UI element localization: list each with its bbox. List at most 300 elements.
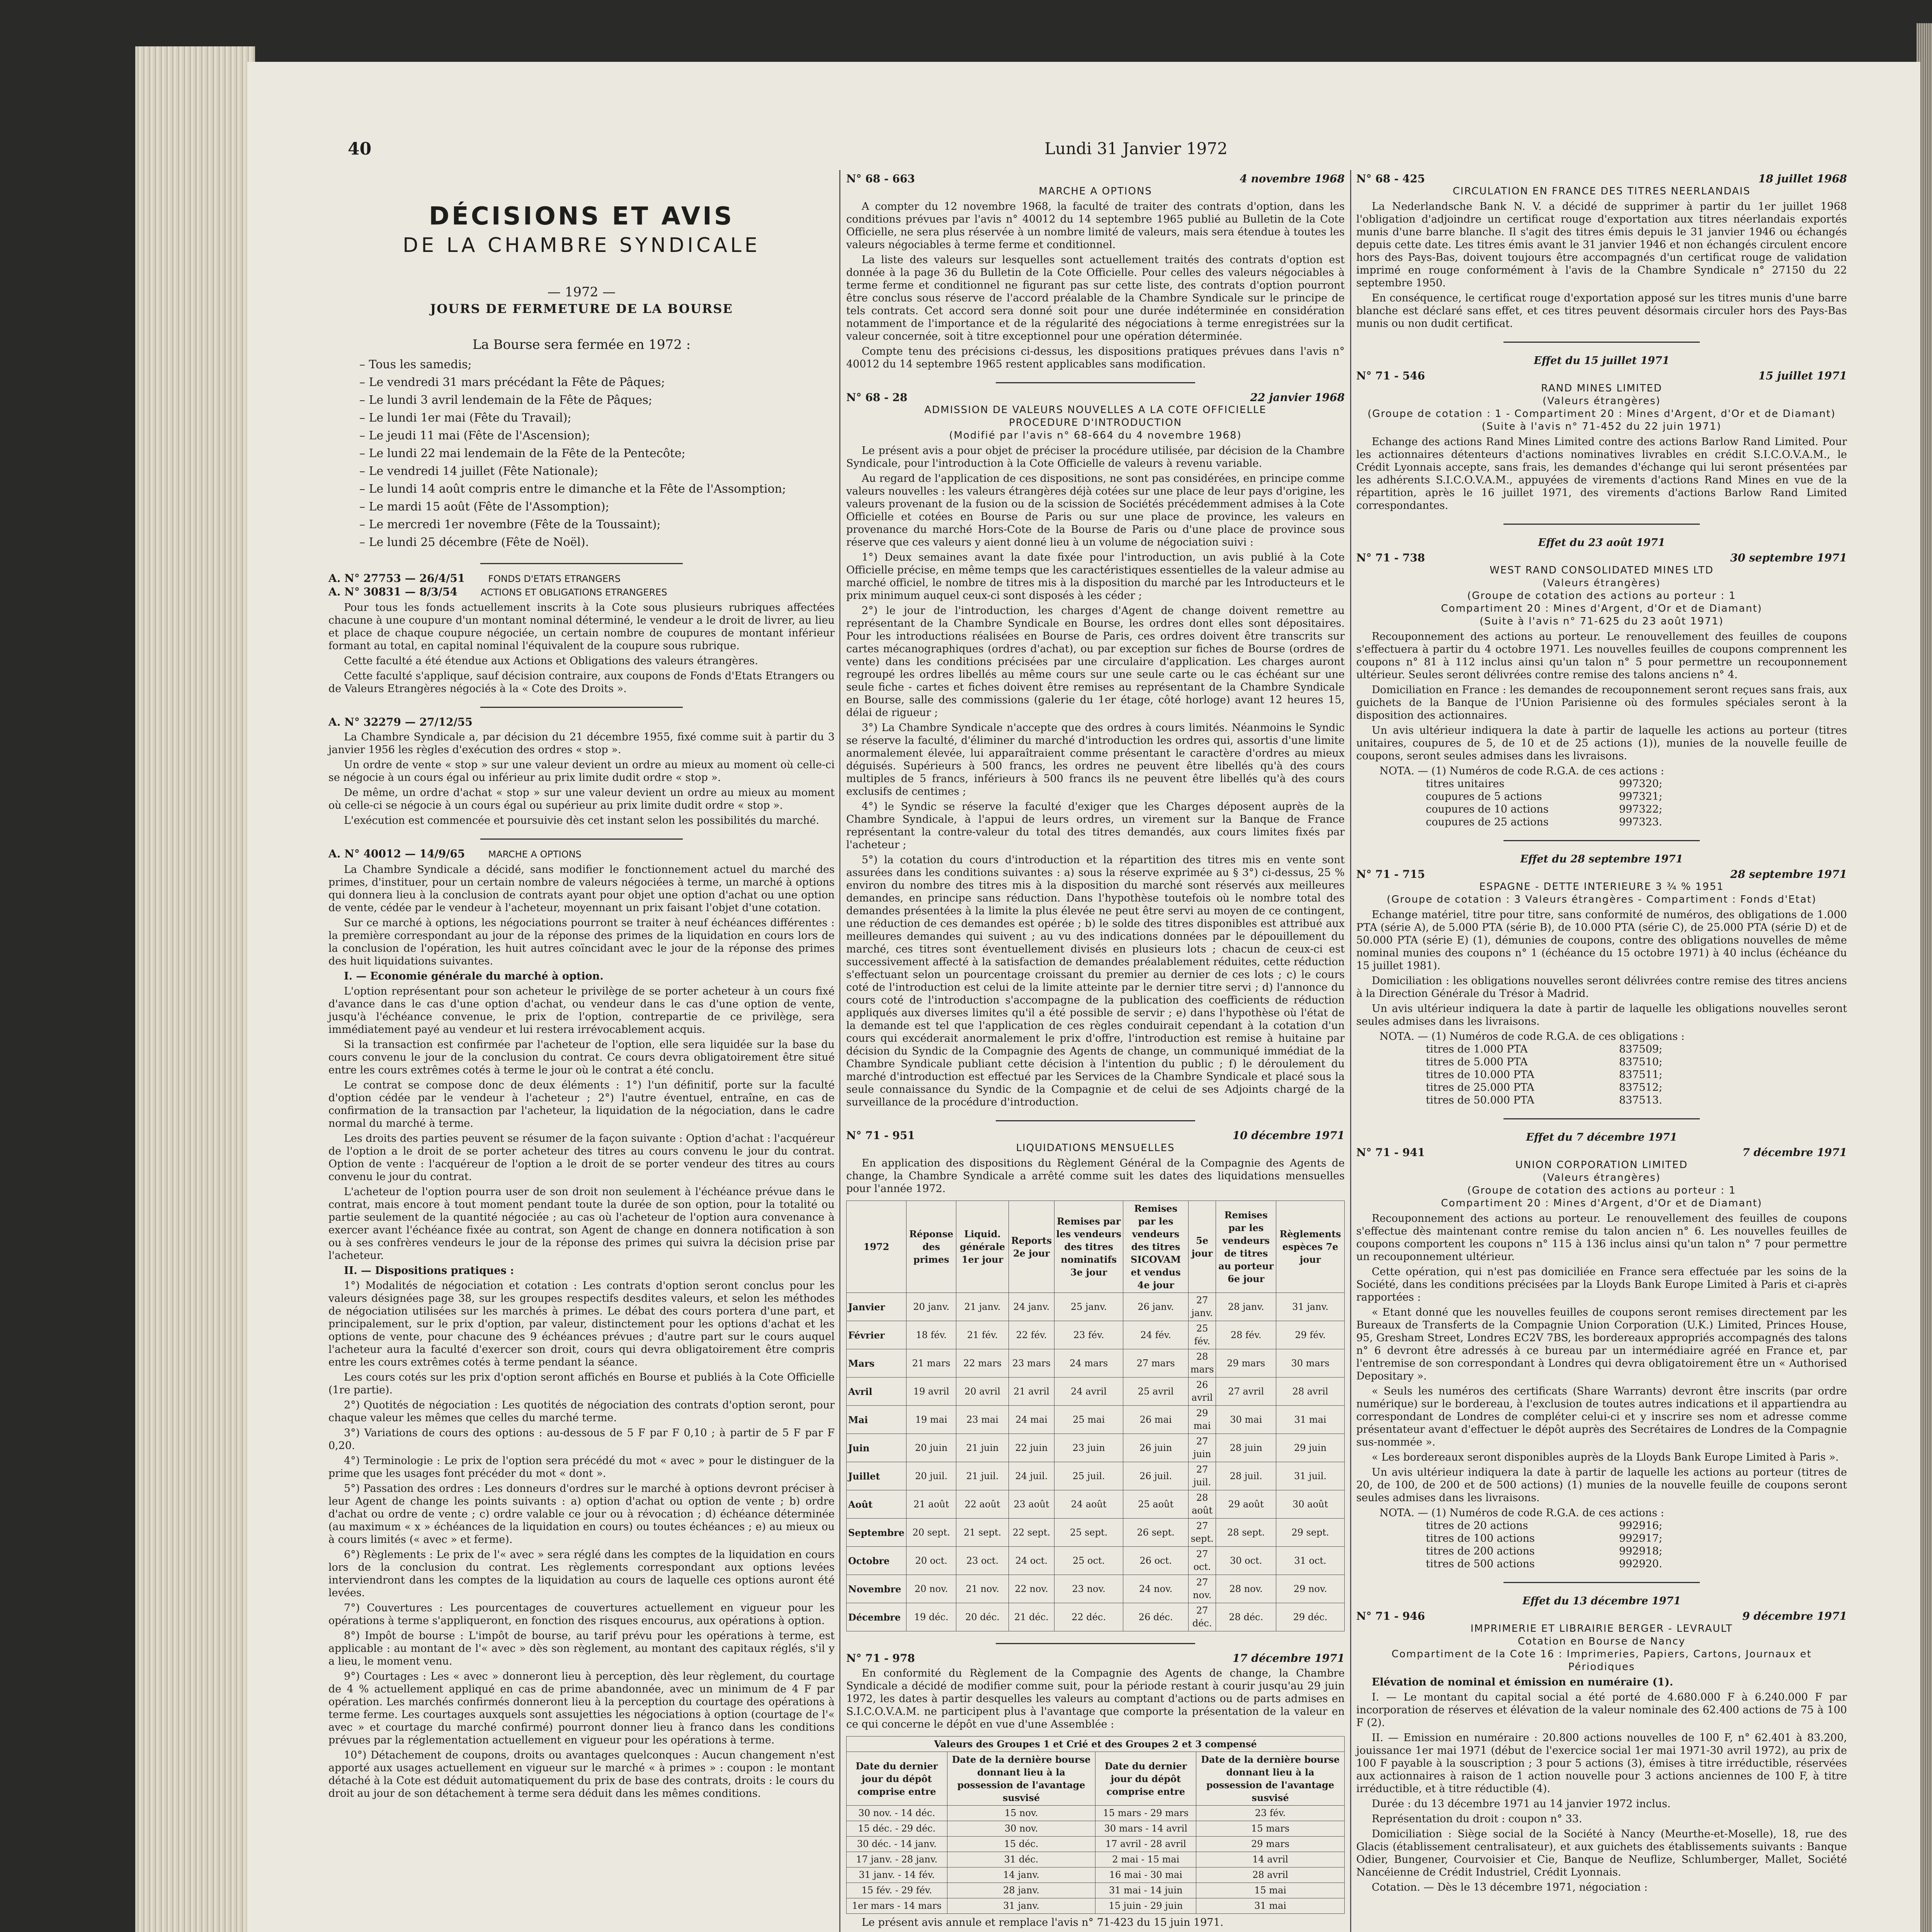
- table-row: [847, 1575, 1345, 1603]
- page-number: 40: [348, 139, 372, 159]
- table-cell: 29 fév.: [1276, 1321, 1345, 1349]
- section-heading: I. — Economie générale du marché à option.: [344, 970, 604, 982]
- table-row: [847, 1852, 1345, 1867]
- notice-title: ESPAGNE - DETTE INTERIEURE 3 ¾ % 1951: [1479, 881, 1724, 893]
- table-cell: 18 fév.: [906, 1321, 956, 1349]
- table-cell: 25 mai: [1054, 1406, 1123, 1434]
- year-heading: — 1972 —: [547, 284, 616, 300]
- table-cell: 28 août: [1188, 1490, 1216, 1519]
- table-cell: 28 déc.: [1216, 1603, 1276, 1631]
- table-cell: Décembre: [847, 1603, 906, 1631]
- table-cell: 24 fév.: [1123, 1321, 1189, 1349]
- table-cell: 23 mai: [956, 1406, 1009, 1434]
- table-cell: 30 mars - 14 avril: [1095, 1821, 1196, 1837]
- code-label: titres de 100 actions: [1426, 1532, 1535, 1544]
- table-cell: 24 juil.: [1009, 1462, 1054, 1490]
- paragraph: La Chambre Syndicale a, par décision du 21 décembre 1955, fixé comme suit à partir du 3 janvier 1956 les règles d'exécution des ordres « stop ».: [328, 731, 835, 756]
- code-value: 837509;: [1619, 1043, 1663, 1055]
- avis-ref: A. N° 27753 — 26/4/51: [328, 572, 465, 585]
- table-cell: 1er mars - 14 mars: [847, 1898, 947, 1914]
- column-header: Reports 2e jour: [1009, 1201, 1054, 1293]
- table-cell: 29 juin: [1276, 1434, 1345, 1462]
- table-cell: 26 juin: [1123, 1434, 1189, 1462]
- paragraph: 10°) Détachement de coupons, droits ou avantages quelconques : Aucun changement n'est apporté aux usages actuellement en vigueur sur le marché « à primes » : coupon : le montant détaché à la Cote est déduit automatiquement du prix de base des contrats, droits : le cours du droit au jour de son détachement à terme sera déduit dans les mêmes conditions.: [328, 1749, 835, 1799]
- table-cell: 25 juil.: [1054, 1462, 1123, 1490]
- paragraph: Représentation du droit : coupon n° 33.: [1372, 1813, 1582, 1825]
- code-list: [1426, 1043, 1696, 1107]
- notice-date: 15 juillet 1971: [1758, 369, 1847, 382]
- notice-heading: [1356, 1610, 1847, 1622]
- notice-subtitle: (Groupe de cotation des actions au porteur : 1: [1467, 1185, 1736, 1196]
- table-cell: 15 fév. - 29 fév.: [847, 1883, 947, 1898]
- notice-subtitle: (Suite à l'avis n° 71-625 du 23 août 1971): [1480, 616, 1724, 627]
- table-cell: 25 janv.: [1054, 1293, 1123, 1321]
- table-row: [847, 1293, 1345, 1321]
- notice-title: IMPRIMERIE ET LIBRAIRIE BERGER - LEVRAULT: [1470, 1623, 1733, 1634]
- notice-heading: [1356, 868, 1847, 881]
- table-cell: 15 mai: [1196, 1883, 1345, 1898]
- table-cell: 31 janv. - 14 fév.: [847, 1867, 947, 1883]
- paragraph: L'acheteur de l'option pourra user de son droit non seulement à l'échéance prévue dans le contrat, mais encore à tout moment pendant toute la durée de son option, pour la totalité ou partie seulement de la quantité négociée ; au cas où l'acheteur de l'option aura convenance à exercer avant l'échéance fixée au contrat, son Agent de change en donnera notification à son ou à ses confrères vendeurs le jour de la réponse des primes qui suivra la décision prise par l'acheteur.: [328, 1186, 835, 1262]
- notice-ref: N° 71 - 546: [1356, 369, 1425, 382]
- paragraph: Cette faculté s'applique, sauf décision contraire, aux coupons de Fonds d'Etats Etrangers ou de Valeurs Etrangères négociés à la « Cote des Droits ».: [328, 670, 835, 695]
- paragraph: Un ordre de vente « stop » sur une valeur devient un ordre au mieux au moment où celle-ci se négocie à un cours égal ou inférieur au prix limite dudit ordre « stop ».: [328, 759, 835, 784]
- table-row: [847, 1821, 1345, 1837]
- effective-date: Effet du 28 septembre 1971: [1520, 853, 1683, 865]
- paragraph: L'exécution est commencée et poursuivie dès cet instant selon les possibilités du marché.: [344, 815, 820, 827]
- table-cell: 20 avril: [956, 1378, 1009, 1406]
- table-cell: 28 sept.: [1216, 1519, 1276, 1547]
- notice-heading: [1356, 551, 1847, 564]
- table-cell: 31 janv.: [947, 1898, 1095, 1914]
- paragraph: Domiciliation : les obligations nouvelles seront délivrées contre remise des titres anciens à la Direction Générale du Trésor à Madrid.: [1356, 975, 1847, 1000]
- table-cell: 21 avril: [1009, 1378, 1054, 1406]
- paragraph: Echange des actions Rand Mines Limited contre des actions Barlow Rand Limited. Pour les actionnaires détenteurs d'actions nominatives livrables en crédit S.I.C.O.V.A.M., le Crédit Lyonnais accepte, sans frais, les demandes d'échange qui lui seront présentées par les adhérents S.I.C.O.V.A.M., appuyées de virements d'actions Rand Mines en vue de la répartition, après le 16 juillet 1971, des virements d'actions Barlow Rand Limited correspondantes.: [1356, 436, 1847, 512]
- list-item: – Le mercredi 1er novembre (Fête de la Toussaint);: [359, 518, 661, 531]
- code-label: titres unitaires: [1426, 778, 1505, 790]
- paragraph: « Etant donné que les nouvelles feuilles de coupons seront remises directement par les Bureaux de Transferts de la Compagnie Union Corporation (U.K.) Limited, Princes House, 95, Gresham Street, Londres EC2V 7BS, les bordereaux appropriés accompagnés des talons n° 6 devront être adressés à ce bureau par un intermédiaire agréé en France et, par l'entremise de son correspondant à Londres qui devra obligatoirement être un « Authorised Depositary ».: [1356, 1306, 1847, 1382]
- table-cell: 21 fév.: [956, 1321, 1009, 1349]
- paragraph: Compte tenu des précisions ci-dessus, les dispositions pratiques prévues dans l'avis n° 40012 du 14 septembre 1965 restent applicables sans modification.: [846, 345, 1345, 370]
- paragraph: Pour tous les fonds actuellement inscrits à la Cote sous plusieurs rubriques affectées chacune à une coupure d'un montant nominal déterminé, le vendeur a le droit de livrer, au lieu et place de chaque coupure négociée, un certain nombre de coupures de montant inférieur formant au total, en capital nominal l'équivalent de la coupure sous rubrique.: [328, 602, 835, 652]
- paragraph: 6°) Règlements : Le prix de l'« avec » sera réglé dans les comptes de la liquidation en cours lors de la conclusion du contrat. Les règlements correspondant aux options levées interviendront dans les comptes de la liquidation au cours de laquelle ces options auront été levées.: [328, 1549, 835, 1599]
- code-value: 992917;: [1619, 1532, 1663, 1544]
- book-binding: [135, 46, 255, 1932]
- table-cell: 22 mars: [956, 1349, 1009, 1378]
- paragraph: 2°) le jour de l'introduction, les charges d'Agent de change doivent remettre au représentant de la Chambre Syndicale en Bourse, les ordres dont elles sont dépositaires. Pour les introductions réalisées en Bourse de Paris, ces ordres doivent être transcrits sur cartes mécanographiques (ordres d'achat), ou par exception sur fiches de Bourse (ordres de vente) dans les conditions précisées par une circulaire d'application. Les charges auront regroupé les ordres libellés au même cours sur une seule carte ou le cas échéant sur une seule fiche - cartes et fiches doivent être remises au représentant de la Chambre Syndicale en Bourse, salle des commissions (galerie du 1er étage, côté horloge) avant 12 heures 15, délai de rigueur ;: [846, 605, 1345, 719]
- code-label: titres de 25.000 PTA: [1426, 1082, 1534, 1094]
- effective-date: Effet du 13 décembre 1971: [1522, 1595, 1681, 1607]
- code-list: [1426, 1519, 1696, 1570]
- table-cell: 27 nov.: [1188, 1575, 1216, 1603]
- table-cell: 15 mars: [1196, 1821, 1345, 1837]
- table-row: [847, 1490, 1345, 1519]
- table-cell: 29 août: [1216, 1490, 1276, 1519]
- table-cell: 22 nov.: [1009, 1575, 1054, 1603]
- table-cell: 20 déc.: [956, 1603, 1009, 1631]
- table-cell: 21 juin: [956, 1434, 1009, 1462]
- notice-heading: [1356, 172, 1847, 185]
- paragraph: La liste des valeurs sur lesquelles sont actuellement traités des contrats d'option est donnée à la page 36 du Bulletin de la Cote Officielle. Pour celles des valeurs négociables à terme ferme et conditionnel ne figurant pas sur cette liste, des contrats d'option pourront être conclus sous réserve de l'accord préalable de la Chambre Syndicale sur le principe de tels contrats. Cet accord sera donné soit pour une durée indéterminée en considération notamment de l'importance et de la régularité des négociations à terme enregistrées sur la valeur concernée, soit à titre exceptionnel pour une opération déterminée.: [846, 254, 1345, 342]
- divider: [480, 707, 683, 708]
- table-cell: 22 sept.: [1009, 1519, 1054, 1547]
- table-cell: Novembre: [847, 1575, 906, 1603]
- table-cell: Octobre: [847, 1547, 906, 1575]
- table-cell: 30 déc. - 14 janv.: [847, 1837, 947, 1852]
- paragraph: 1°) Modalités de négociation et cotation : Les contrats d'option seront conclus pour les valeurs désignées page 38, sur les groupes respectifs desdites valeurs, et selon les méthodes de négociation utilisées sur les marchés à primes. Le débat des cours portera d'une part, et principalement, sur le prix d'option, par valeur, distinctement pour les options d'achat et les options de vente, pour chacune des 9 échéances prévues ; d'autre part sur le cours auquel l'acheteur aura la faculté d'exercer son droit, cours qui devra obligatoirement être compris entre les cours extrêmes cotés à terme pendant la séance.: [328, 1280, 835, 1368]
- record-dates-table: [846, 1736, 1345, 1914]
- notice-title: UNION CORPORATION LIMITED: [1515, 1159, 1688, 1171]
- table-cell: 31 janv.: [1276, 1293, 1345, 1321]
- table-cell: 28 mars: [1188, 1349, 1216, 1378]
- table-cell: 27 juin: [1188, 1434, 1216, 1462]
- table-cell: 27 avril: [1216, 1378, 1276, 1406]
- notice-subtitle: (Groupe de cotation : 3 Valeurs étrangères - Compartiment : Fonds d'Etat): [1386, 894, 1817, 905]
- column-right: [1356, 170, 1847, 1896]
- table-cell: 19 mai: [906, 1406, 956, 1434]
- code-value: 992920.: [1619, 1558, 1662, 1570]
- table-cell: 27 mars: [1123, 1349, 1189, 1378]
- table-cell: 24 mai: [1009, 1406, 1054, 1434]
- column-header: Règlements espèces 7e jour: [1276, 1201, 1345, 1293]
- notice-heading: [846, 172, 1345, 185]
- table-cell: 23 fév.: [1054, 1321, 1123, 1349]
- notice-subtitle: Compartiment 20 : Mines d'Argent, d'Or et de Diamant): [1441, 1197, 1762, 1209]
- paragraph: En conséquence, le certificat rouge d'exportation apposé sur les titres munis d'une barre blanche est déclaré sans effet, et ces titres peuvent désormais circuler hors des Pays-Bas munis ou non dudit certificat.: [1356, 292, 1847, 330]
- divider: [480, 838, 683, 840]
- code-list: [1426, 777, 1696, 828]
- table-cell: 28 janv.: [1216, 1293, 1276, 1321]
- divider: [1503, 524, 1700, 525]
- column-divider: [1350, 170, 1351, 1932]
- code-label: titres de 5.000 PTA: [1426, 1056, 1528, 1068]
- table-header-row: [847, 1752, 1345, 1806]
- notice-date: 7 décembre 1971: [1742, 1146, 1847, 1159]
- table-cell: 27 janv.: [1188, 1293, 1216, 1321]
- code-value: 997322;: [1619, 803, 1663, 815]
- list-item: – Le mardi 15 août (Fête de l'Assomption);: [359, 500, 609, 514]
- table-cell: 31 mai: [1276, 1406, 1345, 1434]
- paragraph: Echange matériel, titre pour titre, sans conformité de numéros, des obligations de 1.000 PTA (série A), de 5.000 PTA (série B), de 10.000 PTA (série C), de 25.000 PTA (série D) et de 50.000 PTA (série E) (1), démunies de coupons, contre des obligations nouvelles de même nominal munies des coupons n° 1 (échéance du 15 octobre 1971) à 40 inclus (échéance du 15 juillet 1981).: [1356, 909, 1847, 972]
- avis-heading: [328, 572, 835, 585]
- paragraph: 2°) Quotités de négociation : Les quotités de négociation des contrats d'option seront, pour chaque valeur les mêmes que celles du marché terme.: [328, 1399, 835, 1424]
- table-cell: 26 sept.: [1123, 1519, 1189, 1547]
- notice-subtitle: Cotation en Bourse de Nancy: [1517, 1636, 1686, 1647]
- notice-ref: N° 71 - 738: [1356, 551, 1425, 564]
- table-cell: 21 déc.: [1009, 1603, 1054, 1631]
- divider: [1503, 1582, 1700, 1583]
- paragraph: 7°) Couvertures : Les pourcentages de couvertures actuellement en vigueur pour les opérations à terme s'appliqueront, en fonction des risques encourus, aux opérations à option.: [328, 1602, 835, 1627]
- paragraph: Le contrat se compose donc de deux éléments : 1°) l'un définitif, porte sur la faculté d'option cédée par le vendeur à l'acheteur ; 2°) l'autre éventuel, entraîne, en cas de confirmation de la transaction par l'acheteur, la liquidation de la négociation, dans le cadre normal du marché à terme.: [328, 1079, 835, 1129]
- table-cell: 27 déc.: [1188, 1603, 1216, 1631]
- table-cell: Mars: [847, 1349, 906, 1378]
- table-row: [847, 1434, 1345, 1462]
- nota: NOTA. — (1) Numéros de code R.G.A. de ces actions :: [1379, 1507, 1664, 1519]
- table-cell: 31 mai - 14 juin: [1095, 1883, 1196, 1898]
- code-label: titres de 1.000 PTA: [1426, 1043, 1528, 1055]
- paragraph: Un avis ultérieur indiquera la date à partir de laquelle les actions au porteur (titres unitaires, coupures de 5, de 10 et de 25 actions (1)), munies de la nouvelle feuille de coupons, seront seules admises dans les livraisons.: [1356, 724, 1847, 762]
- notice-subtitle: (Valeurs étrangères): [1543, 577, 1661, 589]
- code-label: titres de 10.000 PTA: [1426, 1069, 1534, 1081]
- table-cell: 25 avril: [1123, 1378, 1189, 1406]
- table-cell: 19 déc.: [906, 1603, 956, 1631]
- table-cell: Septembre: [847, 1519, 906, 1547]
- paragraph: Recouponnement des actions au porteur. Le renouvellement des feuilles de coupons s'effectuera à partir du 4 octobre 1971. Les nouvelles feuilles de coupons comprennent les coupons n° 81 à 112 inclus ainsi qu'un talon n° 5 pour permettre un recouponnement ultérieur. Seules seront délivrées contre remise des talons anciens n° 4.: [1356, 631, 1847, 681]
- paragraph: Les droits des parties peuvent se résumer de la façon suivante : Option d'achat : l'acquéreur de l'option a le droit de se porter acheteur des titres au cours convenu le jour du contrat. Option de vente : l'acquéreur de l'option a le droit de se porter vendeur des titres au cours convenu le jour du contrat.: [328, 1133, 835, 1183]
- table-cell: 30 août: [1276, 1490, 1345, 1519]
- paragraph: I. — Le montant du capital social a été porté de 4.680.000 F à 6.240.000 F par incorporation de réserves et élévation de la valeur nominale des 62.400 actions de 75 à 100 F (2).: [1356, 1691, 1847, 1729]
- table-caption-row: [847, 1736, 1345, 1752]
- list-item: – Tous les samedis;: [359, 358, 472, 371]
- table-cell: 15 déc. - 29 déc.: [847, 1821, 947, 1837]
- paragraph: Un avis ultérieur indiquera la date à partir de laquelle les obligations nouvelles seront seules admises dans les livraisons.: [1356, 1003, 1847, 1027]
- table-cell: 26 oct.: [1123, 1547, 1189, 1575]
- table-cell: 24 janv.: [1009, 1293, 1054, 1321]
- table-cell: 17 janv. - 28 janv.: [847, 1852, 947, 1867]
- table-cell: 14 janv.: [947, 1867, 1095, 1883]
- table-cell: Février: [847, 1321, 906, 1349]
- nota: NOTA. — (1) Numéros de code R.G.A. de ces obligations :: [1379, 1031, 1685, 1043]
- paragraph: Cette opération, qui n'est pas domiciliée en France sera effectuée par les soins de la Société, dans les conditions précisées par la Lloyds Bank Europe Limited à Paris et ci-après rapportées :: [1356, 1266, 1847, 1303]
- table-cell: 20 juil.: [906, 1462, 956, 1490]
- code-label: titres de 200 actions: [1426, 1545, 1535, 1557]
- table-cell: 23 août: [1009, 1490, 1054, 1519]
- table-cell: 28 juin: [1216, 1434, 1276, 1462]
- notice-ref: N° 68 - 663: [846, 172, 915, 185]
- table-cell: 24 mars: [1054, 1349, 1123, 1378]
- table-row: [847, 1462, 1345, 1490]
- table-cell: 26 juil.: [1123, 1462, 1189, 1490]
- table-cell: 26 avril: [1188, 1378, 1216, 1406]
- table-header-row: [847, 1201, 1345, 1293]
- table-cell: 29 sept.: [1276, 1519, 1345, 1547]
- table-cell: 21 nov.: [956, 1575, 1009, 1603]
- paragraph: En conformité du Règlement de la Compagnie des Agents de change, la Chambre Syndicale a décidé de modifier comme suit, pour la période restant à courir jusqu'au 29 juin 1972, les dates à partir desquelles les valeurs au comptant d'actions ou de parts admises en S.I.C.O.V.A.M. ne participent plus à l'avantage que comporte la présentation de la valeur en ce qui concerne le dépôt en vue d'une Assemblée :: [846, 1667, 1345, 1730]
- table-cell: Janvier: [847, 1293, 906, 1321]
- paragraph: En application des dispositions du Règlement Général de la Compagnie des Agents de change, la Chambre Syndicale a arrêté comme suit les dates des liquidations mensuelles pour l'année 1972.: [846, 1157, 1345, 1195]
- table-cell: 20 juin: [906, 1434, 956, 1462]
- table-row: [847, 1837, 1345, 1852]
- table-cell: 27 oct.: [1188, 1547, 1216, 1575]
- avis-title: MARCHE A OPTIONS: [488, 849, 582, 860]
- paragraph: A compter du 12 novembre 1968, la faculté de traiter des contrats d'option, dans les conditions prévues par l'avis n° 40012 du 14 septembre 1965 publié au Bulletin de la Cote Officielle, ne sera plus réservée à un nombre limité de valeurs, mais sera étendue à toutes les valeurs négociables à terme ferme et conditionnel.: [846, 201, 1345, 251]
- notice-subtitle: (Valeurs étrangères): [1543, 1172, 1661, 1184]
- column-left: [328, 170, 835, 1802]
- table-cell: 25 fév.: [1188, 1321, 1216, 1349]
- avis-title: FONDS D'ETATS ETRANGERS: [488, 573, 621, 584]
- table-cell: 31 déc.: [947, 1852, 1095, 1867]
- notice-title: PROCEDURE D'INTRODUCTION: [1009, 417, 1182, 429]
- notice-heading: [846, 1129, 1345, 1142]
- notice-ref: N° 71 - 978: [846, 1652, 915, 1665]
- notice-date: 30 septembre 1971: [1730, 551, 1847, 564]
- code-value: 997320;: [1619, 778, 1663, 790]
- main-title: DÉCISIONS ET AVIS: [429, 202, 735, 231]
- table-row: [847, 1519, 1345, 1547]
- code-value: 837512;: [1619, 1082, 1663, 1094]
- avis-heading: [328, 585, 835, 599]
- table-cell: 30 nov.: [947, 1821, 1095, 1837]
- paragraph: Domiciliation : Siège social de la Société à Nancy (Meurthe-et-Moselle), 18, rue des Glacis (établissement centralisateur), et aux guichets des établissements suivants : Banque Odier, Bungener, Courvoisier et Cie, Banque de Neuflize, Schlumberger, Mallet, Société Nancéienne de Crédit Industriel, Crédit Lyonnais.: [1356, 1828, 1847, 1878]
- column-header: Remises par les vendeurs de titres au porteur 6e jour: [1216, 1201, 1276, 1293]
- code-value: 837511;: [1619, 1069, 1663, 1081]
- table-cell: 24 nov.: [1123, 1575, 1189, 1603]
- notice-ref: N° 71 - 946: [1356, 1610, 1425, 1622]
- notice-subtitle: (Groupe de cotation des actions au porteur : 1: [1467, 590, 1736, 602]
- table-cell: 28 juil.: [1216, 1462, 1276, 1490]
- table-cell: 28 fév.: [1216, 1321, 1276, 1349]
- list-item: – Le lundi 22 mai lendemain de la Fête de la Pentecôte;: [359, 447, 685, 460]
- table-row: [847, 1406, 1345, 1434]
- table-cell: 30 nov. - 14 déc.: [847, 1806, 947, 1821]
- table-cell: 19 avril: [906, 1378, 956, 1406]
- divider: [996, 1120, 1195, 1121]
- table-cell: 30 mai: [1216, 1406, 1276, 1434]
- table-cell: 31 juil.: [1276, 1462, 1345, 1490]
- table-row: [847, 1898, 1345, 1914]
- table-cell: 29 nov.: [1276, 1575, 1345, 1603]
- paragraph: Le présent avis annule et remplace l'avis n° 71-423 du 15 juin 1971.: [862, 1917, 1224, 1929]
- column-header: Remises par les vendeurs des titres SICOVAM et vendus 4e jour: [1123, 1201, 1189, 1293]
- paragraph: 3°) La Chambre Syndicale n'accepte que des ordres à cours limités. Néanmoins le Syndic se réserve la faculté, d'éliminer du marché d'introduction les ordres qui, assortis d'une limite anormalement élevée, lui apparaîtraient comme présentant le caractère d'ordres au mieux déguisés. Supérieurs à 500 francs, les ordres ne peuvent être libellés qu'à des cours multiples de 5 francs, inférieurs à 500 francs ils ne peuvent être libellés qu'à des cours exclusifs de centimes ;: [846, 722, 1345, 798]
- table-cell: 23 mars: [1009, 1349, 1054, 1378]
- notice-subtitle: Compartiment de la Cote 16 : Imprimeries, Papiers, Cartons, Journaux et Périodiques: [1391, 1648, 1812, 1673]
- closing-intro: La Bourse sera fermée en 1972 :: [472, 337, 691, 352]
- paragraph: Cotation. — Dès le 13 décembre 1971, négociation :: [1372, 1881, 1648, 1893]
- divider: [996, 382, 1195, 383]
- paragraph: Au regard de l'application de ces dispositions, ne sont pas considérées, en principe comme valeurs nouvelles : les valeurs étrangères déjà cotées sur une place de leur pays d'origine, les valeurs provenant de la fusion ou de la scission de Sociétés précédemment admises à la Cote Officielle et cotées en Bourse de Paris ou sur une place de province, les valeurs en provenance du marché Hors-Cote de la Bourse de Paris ou d'une place de province sous réserve que ces valeurs y aient donné lieu à un volume de négociation suivi :: [846, 473, 1345, 548]
- table-cell: 15 juin - 29 juin: [1095, 1898, 1196, 1914]
- liquidations-table: [846, 1201, 1345, 1631]
- code-label: titres de 50.000 PTA: [1426, 1094, 1534, 1106]
- table-cell: 28 avril: [1276, 1378, 1345, 1406]
- paragraph: La Chambre Syndicale a décidé, sans modifier le fonctionnement actuel du marché des primes, d'instituer, pour un certain nombre de valeurs négociées à terme, un marché à options qui donnera lieu à la conclusion de contrats ayant pour objet une option d'achat ou une option de vente, cédée par le vendeur à l'acheteur, moyennant un prix faisant l'objet d'une cotation.: [328, 864, 835, 914]
- table-cell: 21 juil.: [956, 1462, 1009, 1490]
- table-row: [847, 1547, 1345, 1575]
- table-cell: 26 déc.: [1123, 1603, 1189, 1631]
- table-cell: 24 août: [1054, 1490, 1123, 1519]
- table-cell: 30 mars: [1276, 1349, 1345, 1378]
- notice-subtitle: (Modifié par l'avis n° 68-664 du 4 novembre 1968): [949, 430, 1242, 441]
- paragraph: 9°) Courtages : Les « avec » donneront lieu à perception, dès leur règlement, du courtage de 4 % actuellement appliqué en cas de prime abandonnée, avec un minimum de 4 F par opération. Les marchés confirmés donneront lieu à la perception du courtage des opérations à terme ferme. Les courtages auxquels sont assujetties les négociations à option (courtage de l'« avec » et courtage du marché confirmé) pourront donner lieu à franco dans les conditions prévues par la réglementation actuellement en vigueur pour les opérations à terme.: [328, 1670, 835, 1746]
- notice-heading: [1356, 369, 1847, 382]
- column-header: 5e jour: [1188, 1201, 1216, 1293]
- table-cell: 27 sept.: [1188, 1519, 1216, 1547]
- table-cell: 28 janv.: [947, 1883, 1095, 1898]
- code-value: 997321;: [1619, 791, 1663, 803]
- main-subtitle: DE LA CHAMBRE SYNDICALE: [403, 234, 760, 257]
- table-cell: 26 mai: [1123, 1406, 1189, 1434]
- paragraph: Les cours cotés sur les prix d'option seront affichés en Bourse et publiés à la Cote Officielle (1re partie).: [328, 1371, 835, 1396]
- notice-date: 28 septembre 1971: [1730, 868, 1847, 881]
- code-label: titres de 500 actions: [1426, 1558, 1535, 1570]
- notice-date: 22 janvier 1968: [1250, 391, 1345, 404]
- notice-subtitle: Compartiment 20 : Mines d'Argent, d'Or et de Diamant): [1441, 603, 1762, 614]
- notice-title: ADMISSION DE VALEURS NOUVELLES A LA COTE OFFICIELLE: [924, 404, 1267, 416]
- paragraph: « Seuls les numéros des certificats (Share Warrants) devront être inscrits (par ordre numérique) sur le bordereau, à l'exclusion de toutes autres indications et il appartiendra au correspondant de Londres de compléter celui-ci et y inscrire ses nom et adresse comme présentateur avant d'effectuer le dépôt auprès des Secrétaires de Londres de la Compagnie sus-nommée ».: [1356, 1385, 1847, 1448]
- column-header: Remises par les vendeurs des titres nominatifs 3e jour: [1054, 1201, 1123, 1293]
- table-cell: 24 oct.: [1009, 1547, 1054, 1575]
- column-header: Réponse des primes: [906, 1201, 956, 1293]
- notice-heading: [846, 391, 1345, 404]
- table-cell: 20 oct.: [906, 1547, 956, 1575]
- table-cell: 31 mai: [1196, 1898, 1345, 1914]
- table-cell: 30 oct.: [1216, 1547, 1276, 1575]
- notice-ref: N° 71 - 941: [1356, 1146, 1425, 1159]
- table-cell: 29 déc.: [1276, 1603, 1345, 1631]
- avis-ref: A. N° 32279 — 27/12/55: [328, 716, 473, 728]
- divider: [480, 563, 683, 564]
- paragraph: Domiciliation en France : les demandes de recouponnement seront reçues sans frais, aux guichets de la Banque de l'Union Parisienne où des formules spéciales seront à la disposition des actionnaires.: [1356, 684, 1847, 721]
- code-value: 992918;: [1619, 1545, 1663, 1557]
- paragraph: L'option représentant pour son acheteur le privilège de se porter acheteur à un cours fixé d'avance dans le cas d'une option d'achat, ou vendeur dans le cas d'une option de vente, jusqu'à l'échéance convenue, le prix de l'option, contrepartie de ce privilège, sera immédiatement payé au vendeur et lui restera irrévocablement acquis.: [328, 985, 835, 1036]
- paragraph: Si la transaction est confirmée par l'acheteur de l'option, elle sera liquidée sur la base du cours convenu le jour de la conclusion du contrat. Ce cours devra obligatoirement être situé entre les cours extrêmes cotés à terme le jour où le contrat a été conclu.: [328, 1039, 835, 1076]
- effective-date: Effet du 7 décembre 1971: [1526, 1131, 1677, 1143]
- table-row: [847, 1349, 1345, 1378]
- notice-title: RAND MINES LIMITED: [1541, 383, 1662, 394]
- table-cell: 24 avril: [1054, 1378, 1123, 1406]
- avis-ref: A. N° 30831 — 8/3/54: [328, 585, 457, 598]
- closing-days-list: [328, 356, 835, 551]
- table-caption: Valeurs des Groupes 1 et Crié et des Groupes 2 et 3 compensé: [847, 1736, 1345, 1752]
- table-cell: 20 janv.: [906, 1293, 956, 1321]
- effective-date: Effet du 23 août 1971: [1538, 537, 1665, 549]
- list-item: – Le lundi 14 août compris entre le dimanche et la Fête de l'Assomption;: [359, 482, 786, 496]
- table-cell: 22 août: [956, 1490, 1009, 1519]
- table-cell: 20 sept.: [906, 1519, 956, 1547]
- paragraph: Le présent avis a pour objet de préciser la procédure utilisée, par décision de la Chambre Syndicale, pour l'introduction à la Cote Officielle de valeurs à revenu variable.: [846, 445, 1345, 469]
- notice-subtitle: (Valeurs étrangères): [1543, 395, 1661, 407]
- section-heading: Elévation de nominal et émission en numéraire (1).: [1372, 1676, 1673, 1688]
- code-label: coupures de 5 actions: [1426, 791, 1542, 803]
- table-cell: 22 juin: [1009, 1434, 1054, 1462]
- paragraph: 1°) Deux semaines avant la date fixée pour l'introduction, un avis publié à la Cote Officielle précise, en même temps que les caractéristiques essentielles de la valeur admise au marché officiel, le nombre de titres mis à la disposition du marché par les Introducteurs et le prix minimum auquel ceux-ci sont disposés à les céder ;: [846, 551, 1345, 602]
- notice-date: 9 décembre 1971: [1742, 1610, 1847, 1622]
- notice-date: 4 novembre 1968: [1240, 172, 1345, 185]
- paragraph: 3°) Variations de cours des options : au-dessous de 5 F par F 0,10 ; à partir de 5 F par F 0,20.: [328, 1427, 835, 1452]
- code-value: 997323.: [1619, 816, 1662, 828]
- paragraph: Cette faculté a été étendue aux Actions et Obligations des valeurs étrangères.: [344, 655, 758, 667]
- table-cell: 2 mai - 15 mai: [1095, 1852, 1196, 1867]
- divider: [996, 1643, 1195, 1644]
- paragraph: Sur ce marché à options, les négociations pourront se traiter à neuf échéances différentes : la première correspondant au jour de la réponse des primes de la liquidation en cours lors de la conclusion de l'opération, les huit autres coïncidant avec le jour de la réponse des primes des huit liquidations suivantes.: [328, 917, 835, 967]
- code-label: titres de 20 actions: [1426, 1520, 1528, 1532]
- divider: [1503, 342, 1700, 343]
- column-header: Liquid. générale 1er jour: [956, 1201, 1009, 1293]
- table-cell: 27 juil.: [1188, 1462, 1216, 1490]
- table-cell: 21 août: [906, 1490, 956, 1519]
- list-item: – Le vendredi 14 juillet (Fête Nationale);: [359, 464, 599, 478]
- table-cell: 25 sept.: [1054, 1519, 1123, 1547]
- table-cell: 23 juin: [1054, 1434, 1123, 1462]
- table-cell: 28 nov.: [1216, 1575, 1276, 1603]
- table-cell: Juin: [847, 1434, 906, 1462]
- paragraph: La Nederlandsche Bank N. V. a décidé de supprimer à partir du 1er juillet 1968 l'obligation d'adjoindre un certificat rouge d'exportation aux titres néerlandais exportés munis d'une barre blanche. Il s'agit des titres émis depuis le 31 janvier 1946 ou échangés depuis cette date. Les titres émis avant le 31 janvier 1946 et non échangés circulent encore hors des Pays-Bas, doivent toujours être accompagnés d'un certificat rouge de validation imprimé en rouge conformément à l'avis de la Chambre Syndicale n° 27150 du 22 septembre 1950.: [1356, 201, 1847, 289]
- table-cell: 14 avril: [1196, 1852, 1345, 1867]
- list-item: – Le lundi 3 avril lendemain de la Fête de Pâques;: [359, 393, 653, 407]
- notice-ref: N° 68 - 28: [846, 391, 908, 404]
- notice-date: 10 décembre 1971: [1232, 1129, 1345, 1142]
- code-value: 837513.: [1619, 1094, 1662, 1106]
- list-item: – Le lundi 1er mai (Fête du Travail);: [359, 411, 571, 425]
- table-row: [847, 1378, 1345, 1406]
- table-cell: Avril: [847, 1378, 906, 1406]
- table-cell: 29 mars: [1216, 1349, 1276, 1378]
- divider: [1503, 840, 1700, 841]
- table-cell: 29 mars: [1196, 1837, 1345, 1852]
- table-cell: 20 nov.: [906, 1575, 956, 1603]
- avis-ref: A. N° 40012 — 14/9/65: [328, 847, 465, 860]
